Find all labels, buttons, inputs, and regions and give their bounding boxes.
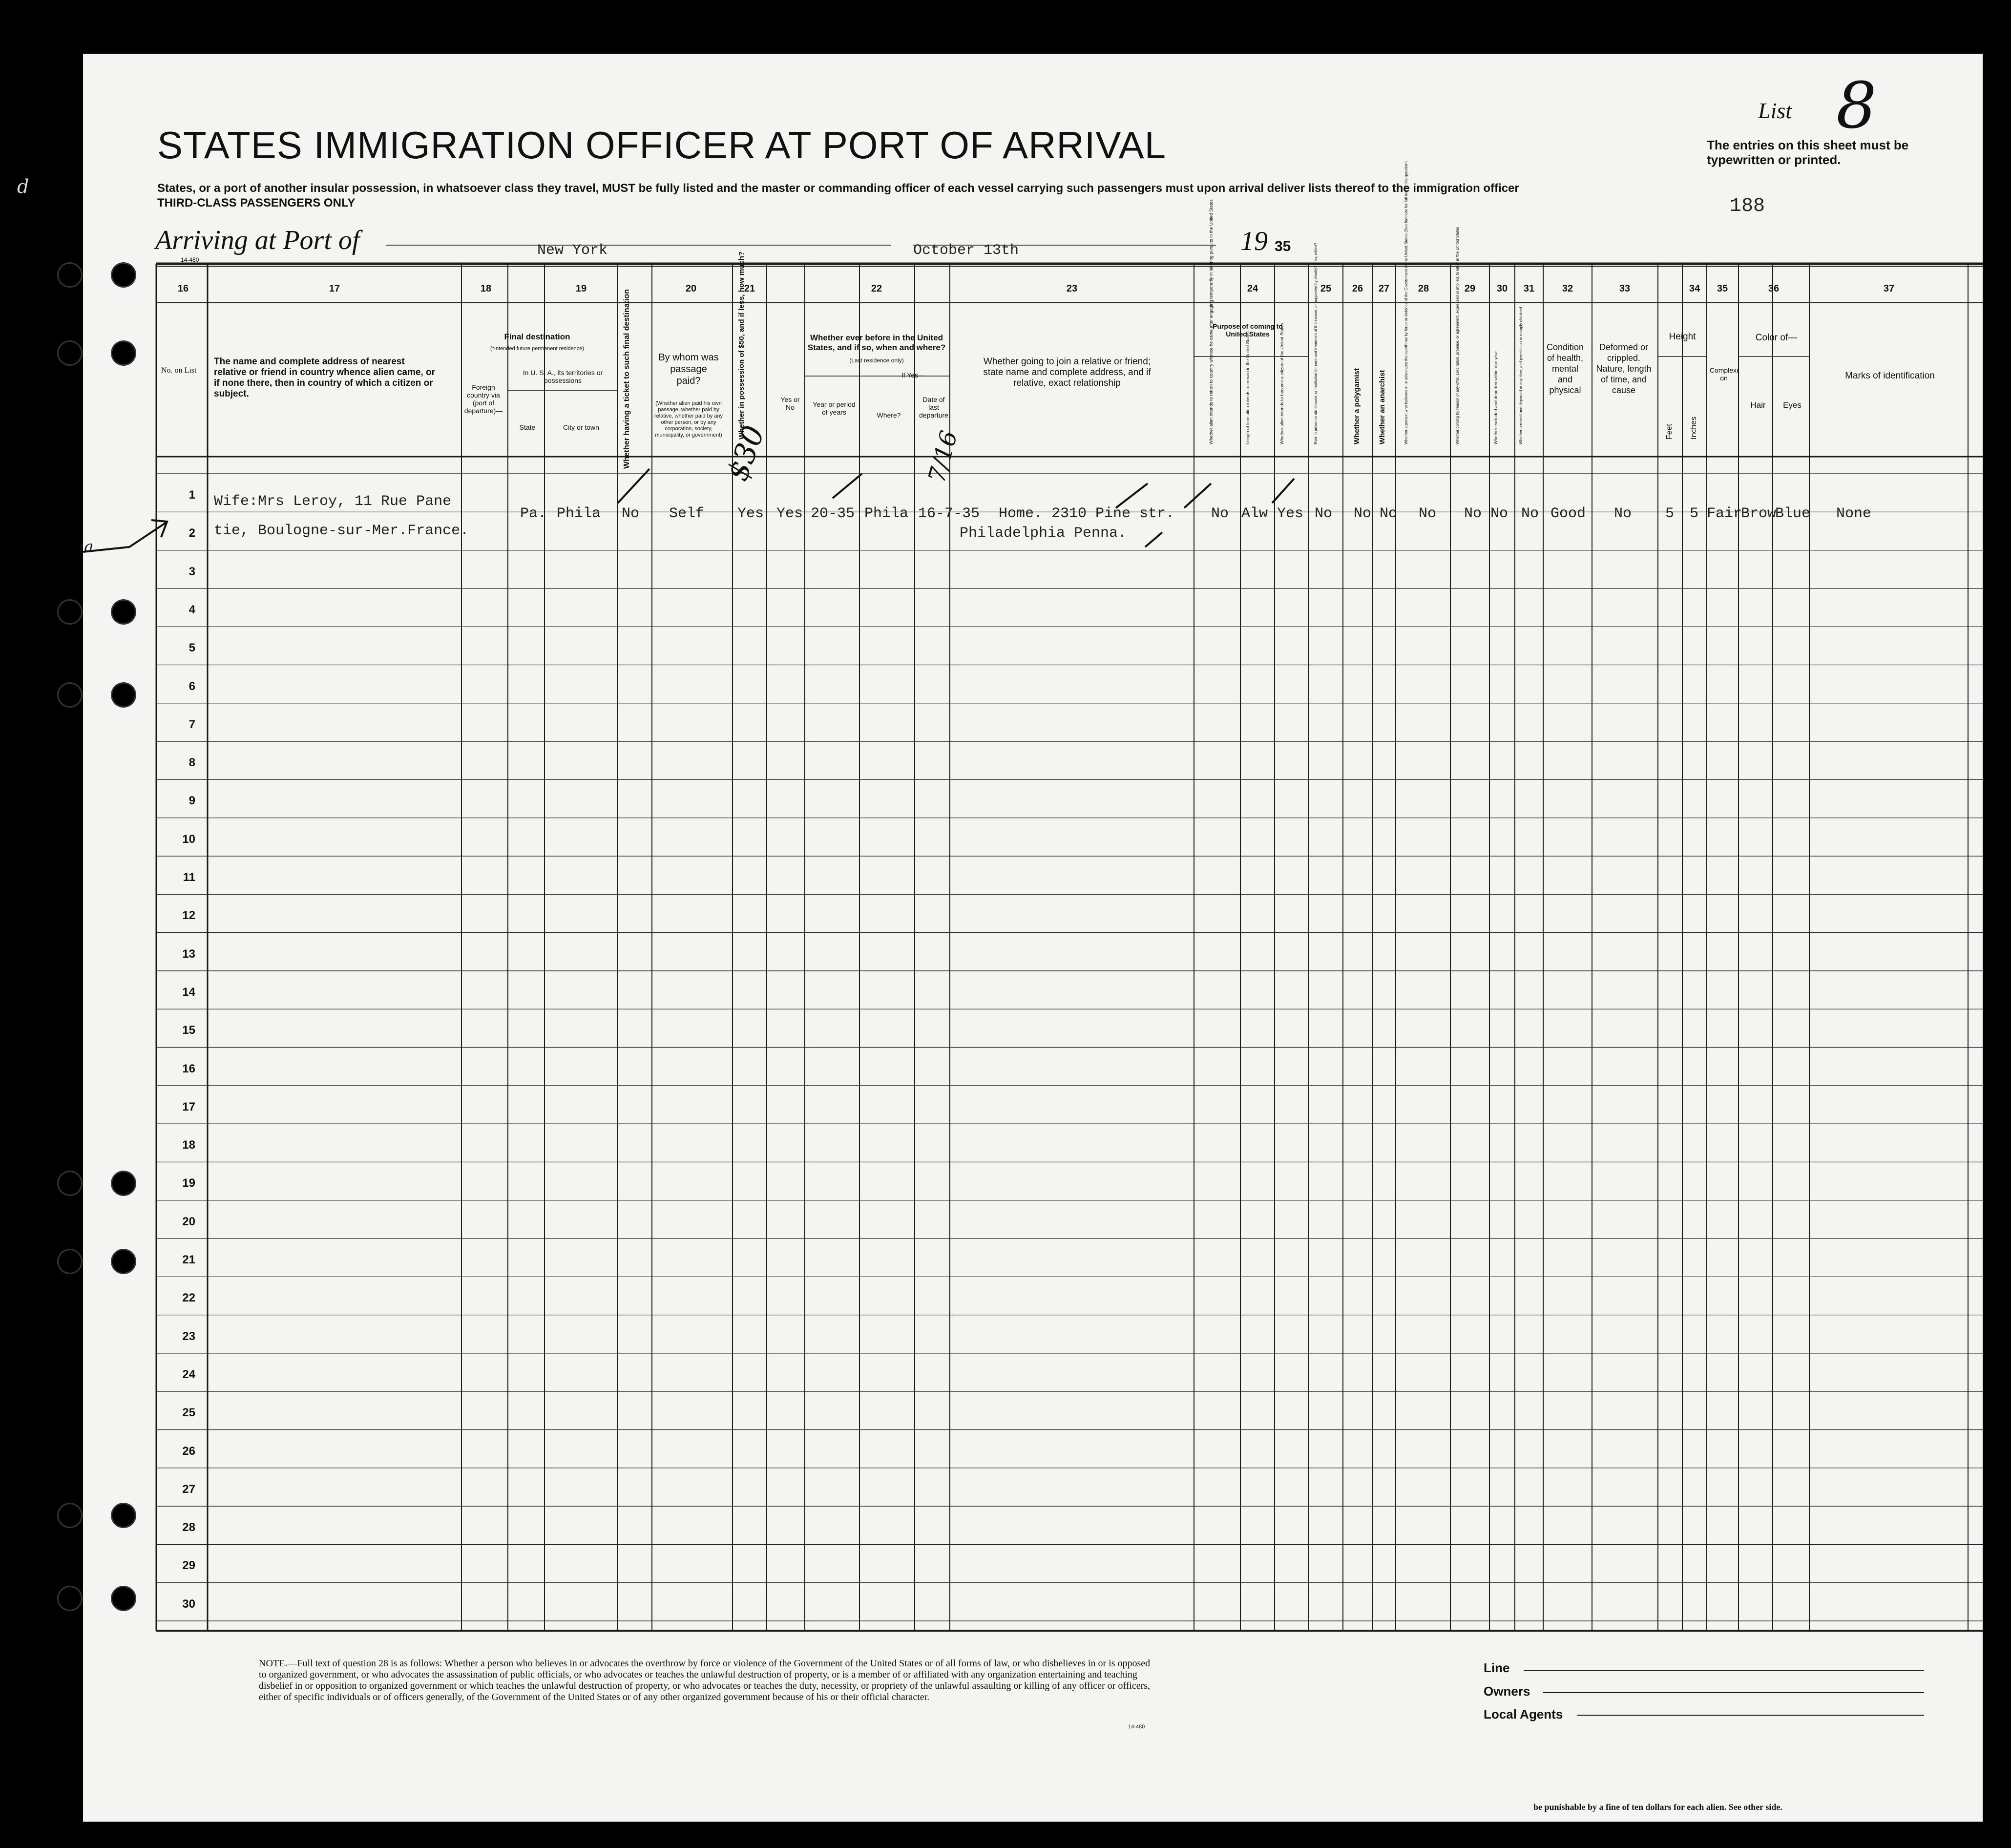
column-number: 34 [1689,283,1700,294]
row-number: 7 [189,717,195,731]
column-number: 21 [744,283,755,294]
footnote-text: —Full text of question 28 is as follows: Whether a person who believes in or advocates the overthrow by force or violence of the Government of the United States or of all forms of law, or who disbelieves in or is opposed to organized government, or who advocates the assassination of public officials, or who advocates or teaches the unlawful destruction of property, or is a member of or affiliated with any organization entertaining and teaching disbelief in or opposition to organized government or which teaches the unlawful destruction of property, or who advocates or teaches the duty, necessity, or propriety of the unlawful assaulting or killing of any officer or officers, either of specific individuals or of officers generally, of the Government of the United States or of any other organized government because of his or their official character. [259,1658,1151,1702]
header-c34: Height [1669,332,1696,342]
column-number: 26 [1352,283,1363,294]
header-c19: Whether having a ticket to such final destination [623,289,631,469]
entry-departure: 16-7-35 [918,505,980,522]
row-number: 5 [189,641,195,655]
row-number: 29 [182,1559,195,1573]
row-number: 24 [182,1367,195,1381]
manifest-sheet [79,54,1983,1822]
footer-line-label: Line [1484,1660,1510,1675]
column-number: 29 [1464,283,1476,294]
page-subtitle: States, or a port of another insular possession, in whatsoever class they travel, MUST be fully listed and the master or commanding officer of each vessel carrying such passengers must upon arrival deliver lists thereof to the immigration officer [157,182,1519,195]
header-c29: Whether coming by reason of any offer, solicitation, promise, or agreement, expressed or implied, to labor in the United States [1455,227,1460,444]
column-number: 20 [685,283,697,294]
column-number: 27 [1378,283,1390,294]
header-c17: The name and complete address of nearest relative or friend in country whence alien came, or if none there, then in country of which a citizen or subject. [214,357,435,399]
footer-form-code: 14-480 [1128,1724,1145,1730]
entry-joining-line2: Philadelphia Penna. [960,525,1127,542]
header-c23: Whether going to join a relative or friend; state name and complete address, and if relative, exact relationship [983,357,1151,388]
entry-health: Good [1550,505,1586,522]
entry-anarchist: No [1380,505,1398,522]
header-c18b: In U. S. A., its territories or possessions [523,369,603,384]
entry-deformed: No [1614,505,1632,522]
header-c34-feet: Feet [1665,423,1674,440]
column-number: 28 [1418,283,1429,294]
header-c16: No. on List [161,366,197,375]
footnote-label: NOTE. [259,1658,288,1669]
binding-hole [59,342,81,364]
footnote [259,1658,1157,1703]
row-number: 22 [182,1291,195,1305]
row-number: 1 [189,488,195,502]
entry-relative-line2: tie, Boulogne-sur-Mer.France. [214,523,469,539]
column-number: 31 [1523,283,1535,294]
entry-eyes: Blue [1775,505,1811,522]
binding-hole [59,1504,81,1527]
binding-hole [59,684,81,706]
header-c34-inches: Inches [1690,416,1698,440]
header-c22-note: (Last residence only) [849,357,904,364]
row-number: 20 [182,1215,195,1228]
date-value: October 13th [913,242,1019,259]
column-number: 19 [575,283,587,294]
header-c24a: Whether alien intends to return to country whence he came after engaging temporarily in laboring pursuits in the United States [1209,199,1214,444]
form-code: 14-480 [181,256,199,263]
entries-note: The entries on this sheet must be typewritten or printed. [1707,138,1909,167]
row-number: 13 [182,947,195,961]
row-number: 30 [182,1597,195,1611]
row-number: 16 [182,1062,195,1075]
header-c25: Ever in prison or almshouse, or institution for care and treatment of the insane, or supported by charity? If so, which? [1314,243,1318,444]
entry-ticket: No [622,505,640,522]
binding-hole [112,1587,135,1610]
binding-hole [59,264,81,286]
row-number: 23 [182,1329,195,1343]
entry-state: Pa. [520,505,547,522]
entry-city: Phila [557,505,601,522]
entry-before-in-us: Yes [776,505,803,522]
column-number: 17 [329,283,340,294]
column-number: 24 [1247,283,1258,294]
entry-complexion: Fair [1707,505,1742,522]
header-c22-yesno: Yes or No [780,396,800,411]
column-number: 35 [1717,283,1728,294]
binding-hole [112,1172,135,1195]
header-c21: Whether in possession of $50, and if less, how much? [737,251,746,440]
year-suffix: 35 [1275,238,1291,254]
header-c35: Complexion [1709,366,1739,382]
row-number: 4 [189,603,195,616]
header-c22: Whether ever before in the United States, and if so, when and where? [807,333,946,352]
binding-hole [59,601,81,623]
column-number: 36 [1768,283,1780,294]
list-label: List [1758,98,1792,123]
entry-excluded: No [1490,505,1508,522]
entry-feet: 5 [1665,505,1675,522]
column-number: 18 [480,283,492,294]
row-number: 6 [189,679,195,693]
binding-hole [59,1172,81,1195]
entry-years: 20-35 [811,505,855,522]
class-line: THIRD-CLASS PASSENGERS ONLY [157,196,356,210]
header-c37: Marks of identification [1845,371,1935,381]
header-c18: Final destination [504,332,570,341]
header-c24: Purpose of coming to United States [1213,322,1283,338]
sheet-number: 188 [1730,195,1765,217]
binding-hole [112,342,135,364]
header-c36: Color of— [1755,333,1798,343]
column-number: 37 [1883,283,1895,294]
row-number: 3 [189,565,195,578]
row-number: 15 [182,1024,195,1037]
header-c24b: Length of time alien intends to remain in the United States [1245,331,1250,444]
header-c18a: Foreign country via (port of departure)— [464,383,503,415]
list-number: 8 [1836,68,1877,143]
port-value: New York [537,242,608,259]
header-c20-note: (Whether alien paid his own passage, whether paid by relative, whether paid by any other person, or by any corporation, society, municipality, or government) [654,400,723,438]
entry-become-citizen: Yes [1277,505,1304,522]
row-number: 2 [189,526,195,540]
binding-hole [112,264,135,286]
footer-owners-label: Owners [1484,1684,1530,1699]
column-number: 33 [1619,283,1631,294]
entry-prison: No [1315,505,1333,522]
entry-where: Phila [864,505,909,522]
row-number: 25 [182,1406,195,1420]
footer-agents-label: Local Agents [1484,1707,1563,1722]
entry-deported: No [1521,505,1539,522]
entry-joining-line1: Home. 2310 Pine str. [999,505,1175,522]
header-c28: Whether a person who believes in or advocates the overthrow by force or violence of the Government of the United States (See footnote for full text of this question) [1404,161,1408,444]
column-number: 16 [177,283,189,294]
row-number: 27 [182,1482,195,1496]
row-number: 19 [182,1176,195,1190]
entry-labor-offer: No [1464,505,1482,522]
entry-paid-by: Self [669,505,705,522]
footer-bottom-text: be punishable by a fine of ten dollars for each alien. See other side. [1533,1802,1782,1812]
column-number: 25 [1320,283,1332,294]
binding-hole [112,601,135,623]
row-number: 17 [182,1100,195,1113]
row-number: 9 [189,794,195,808]
header-c31: Whether arrested and deported at any time, and permission to reapply obtained [1519,307,1523,444]
row-number: 21 [182,1253,195,1266]
binding-hole [59,1587,81,1610]
header-c26: Whether a polygamist [1353,368,1361,444]
departure-annotation: 7/16 [923,427,963,486]
binding-hole [112,1250,135,1273]
header-c24c: Whether alien intends to become a citizen of the United States [1279,323,1284,444]
row-number: 18 [182,1138,195,1152]
header-c22-year: Year or period of years [813,400,856,416]
row-number: 26 [182,1444,195,1458]
header-c30: Whether excluded and deported within one year [1493,351,1498,444]
header-c18-state: State [519,423,536,431]
header-c18-city: City or town [563,423,599,431]
header-c27: Whether an anarchist [1378,370,1386,444]
header-c18-note: (*Intended future permanent residence) [490,346,584,352]
money-amount-annotation: $30 [720,421,772,485]
entry-hair: Brow [1741,505,1777,522]
entry-length-stay: Alw [1241,505,1268,522]
column-number: 22 [871,283,882,294]
row-number: 11 [183,871,195,884]
row-number: 12 [182,909,195,923]
header-c33: Deformed or crippled. Nature, length of time, and cause [1596,342,1652,395]
entry-relative-line1: Wife:Mrs Leroy, 11 Rue Pane [214,493,452,510]
entry-polygamist: No [1354,505,1372,522]
column-number: 23 [1066,283,1078,294]
binding-hole [59,1250,81,1273]
page-title: STATES IMMIGRATION OFFICER AT PORT OF ARRIVAL [157,124,1167,167]
row-number: 28 [182,1521,195,1534]
left-margin-letter: d [17,176,29,197]
binding-hole [112,1504,135,1527]
row-number: 14 [182,985,195,999]
entry-inches: 5 [1690,505,1699,522]
arriving-label: Arriving at Port of [155,225,360,255]
header-c32: Condition of health, mental and physical [1546,342,1584,395]
year-prefix: 19 [1240,226,1268,256]
entry-money: Yes [737,505,764,522]
margin-annotation: ia [79,537,94,556]
entry-overthrow: No [1419,505,1437,522]
binding-hole [112,684,135,706]
header-c22-ifyes: If Yes— [901,371,925,379]
header-c22-where: Where? [877,411,901,419]
header-c36-eyes: Eyes [1783,400,1802,410]
entry-intends-return: No [1211,505,1229,522]
header-c22-date: Date of last departure [919,396,948,419]
entry-marks: None [1836,505,1872,522]
row-number: 8 [189,756,195,770]
column-number: 30 [1496,283,1508,294]
header-c20: By whom was passage paid? [658,352,719,386]
ruled-grid [83,54,1983,1822]
header-c36-hair: Hair [1750,400,1766,410]
column-number: 32 [1562,283,1573,294]
row-number: 10 [182,832,195,846]
